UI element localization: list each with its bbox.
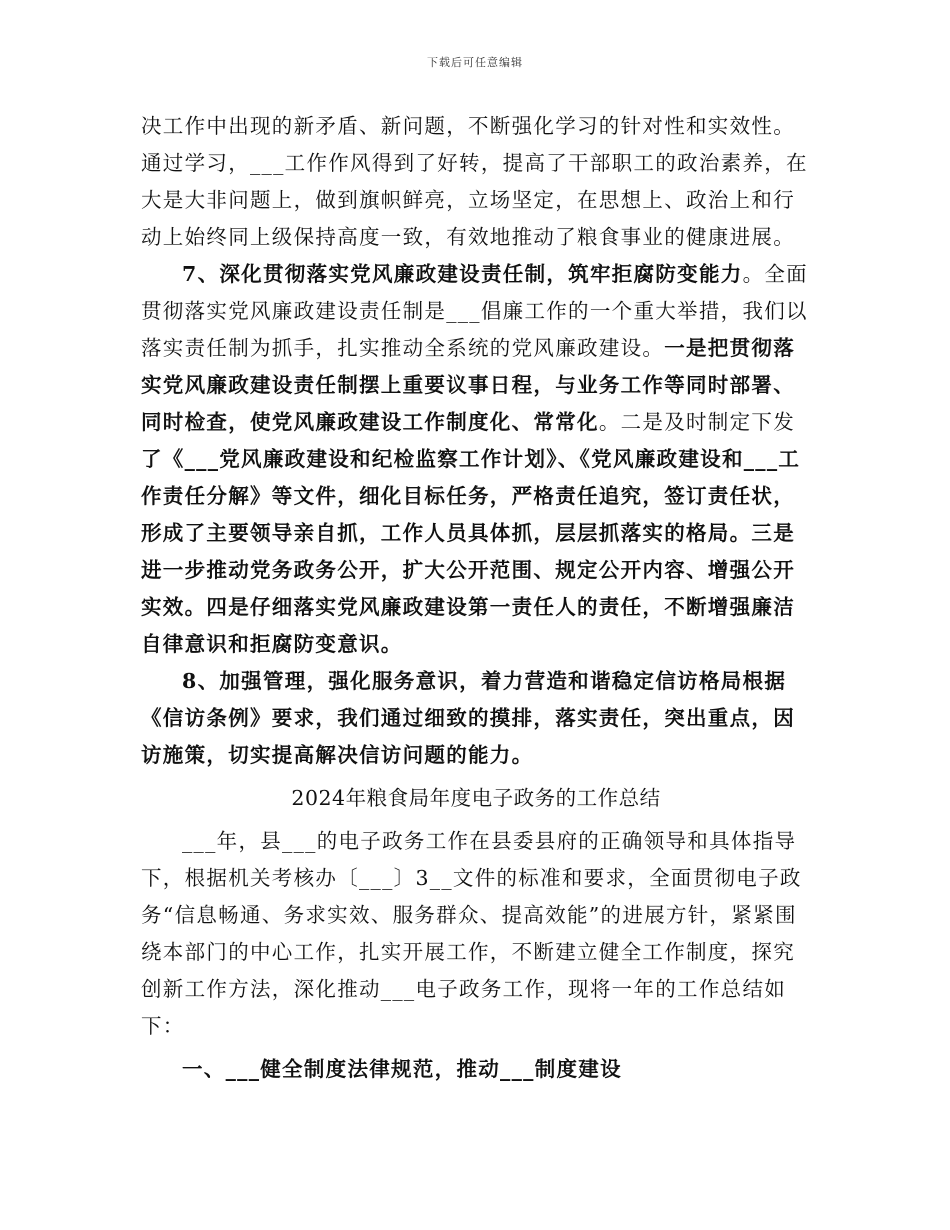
page-header: 下载后可任意编辑 [427, 56, 523, 69]
document-body [141, 108, 811, 1088]
paragraph-bold-text: 一是把贯彻落实党风廉政建设责任制摆上重要议事日程，与业务工作等同时部署、同时检查，使党风廉政建设工作制度化、常常化 [141, 336, 796, 434]
paragraph-egov-intro: ___年，县___的电子政务工作在县委县府的正确领导和具体指导下，根据机关考核办〔___〕3__文件的标准和要求，全面贯彻电子政务“信息畅通、务求实效、服务群众、提高效能”的进展方针，紧紧围绕本部门的中心工作，扎实开展工作，不断建立健全工作制度，探究创新工作方法，深化推动___电子政务工作，现将一年的工作总结如下： [141, 829, 802, 1038]
paragraph-text: 。全面贯彻落实党风廉政建设责任制是___倡廉工作的一个重大举措，我们以落实责任制为抓手，扎实推动全系统的党风廉政建设。 [141, 262, 808, 360]
section-heading-8: 8、加强管理，强化服务意识，着力营造和谐稳定信访格局根据《信访条例》要求，我们通过细致的摸排，落实责任，突出重点，因访施策，切实提高解决信访问题的能力。 [141, 669, 795, 767]
section-heading-1: 一、___健全制度法律规范，推动___制度建设 [182, 1057, 622, 1081]
paragraph-integrity-responsibility [141, 256, 811, 663]
section-heading-7: 7、深化贯彻落实党风廉政建设责任制，筑牢拒腐防变能力 [182, 262, 743, 286]
document-title: 2024年粮食局年度电子政务的工作总结 [291, 786, 661, 810]
paragraph-bold-text: 了《___党风廉政建设和纪检监察工作计划》、《党风廉政建设和___工作责任分解》等文件，细化目标任务，严格责任追究，签订责任状，形成了主要领导亲自抓，工作人员具体抓，层层抓落实的格局。三是进一步推动党务政务公开，扩大公开范围、规定公开内容、增强公开实效。四是仔细落实党风廉政建设第一责任人的责任，不断增强廉洁自律意识和拒腐防变意识。 [141, 447, 801, 656]
paragraph-study-results: 决工作中出现的新矛盾、新问题，不断强化学习的针对性和实效性。通过学习，___工作作风得到了好转，提高了干部职工的政治素养，在大是大非问题上，做到旗帜鲜亮，立场坚定，在思想上、政治上和行动上始终同上级保持高度一致，有效地推动了粮食事业的健康进展。 [141, 114, 808, 249]
paragraph-text: 。二是及时制定下发 [598, 410, 796, 434]
